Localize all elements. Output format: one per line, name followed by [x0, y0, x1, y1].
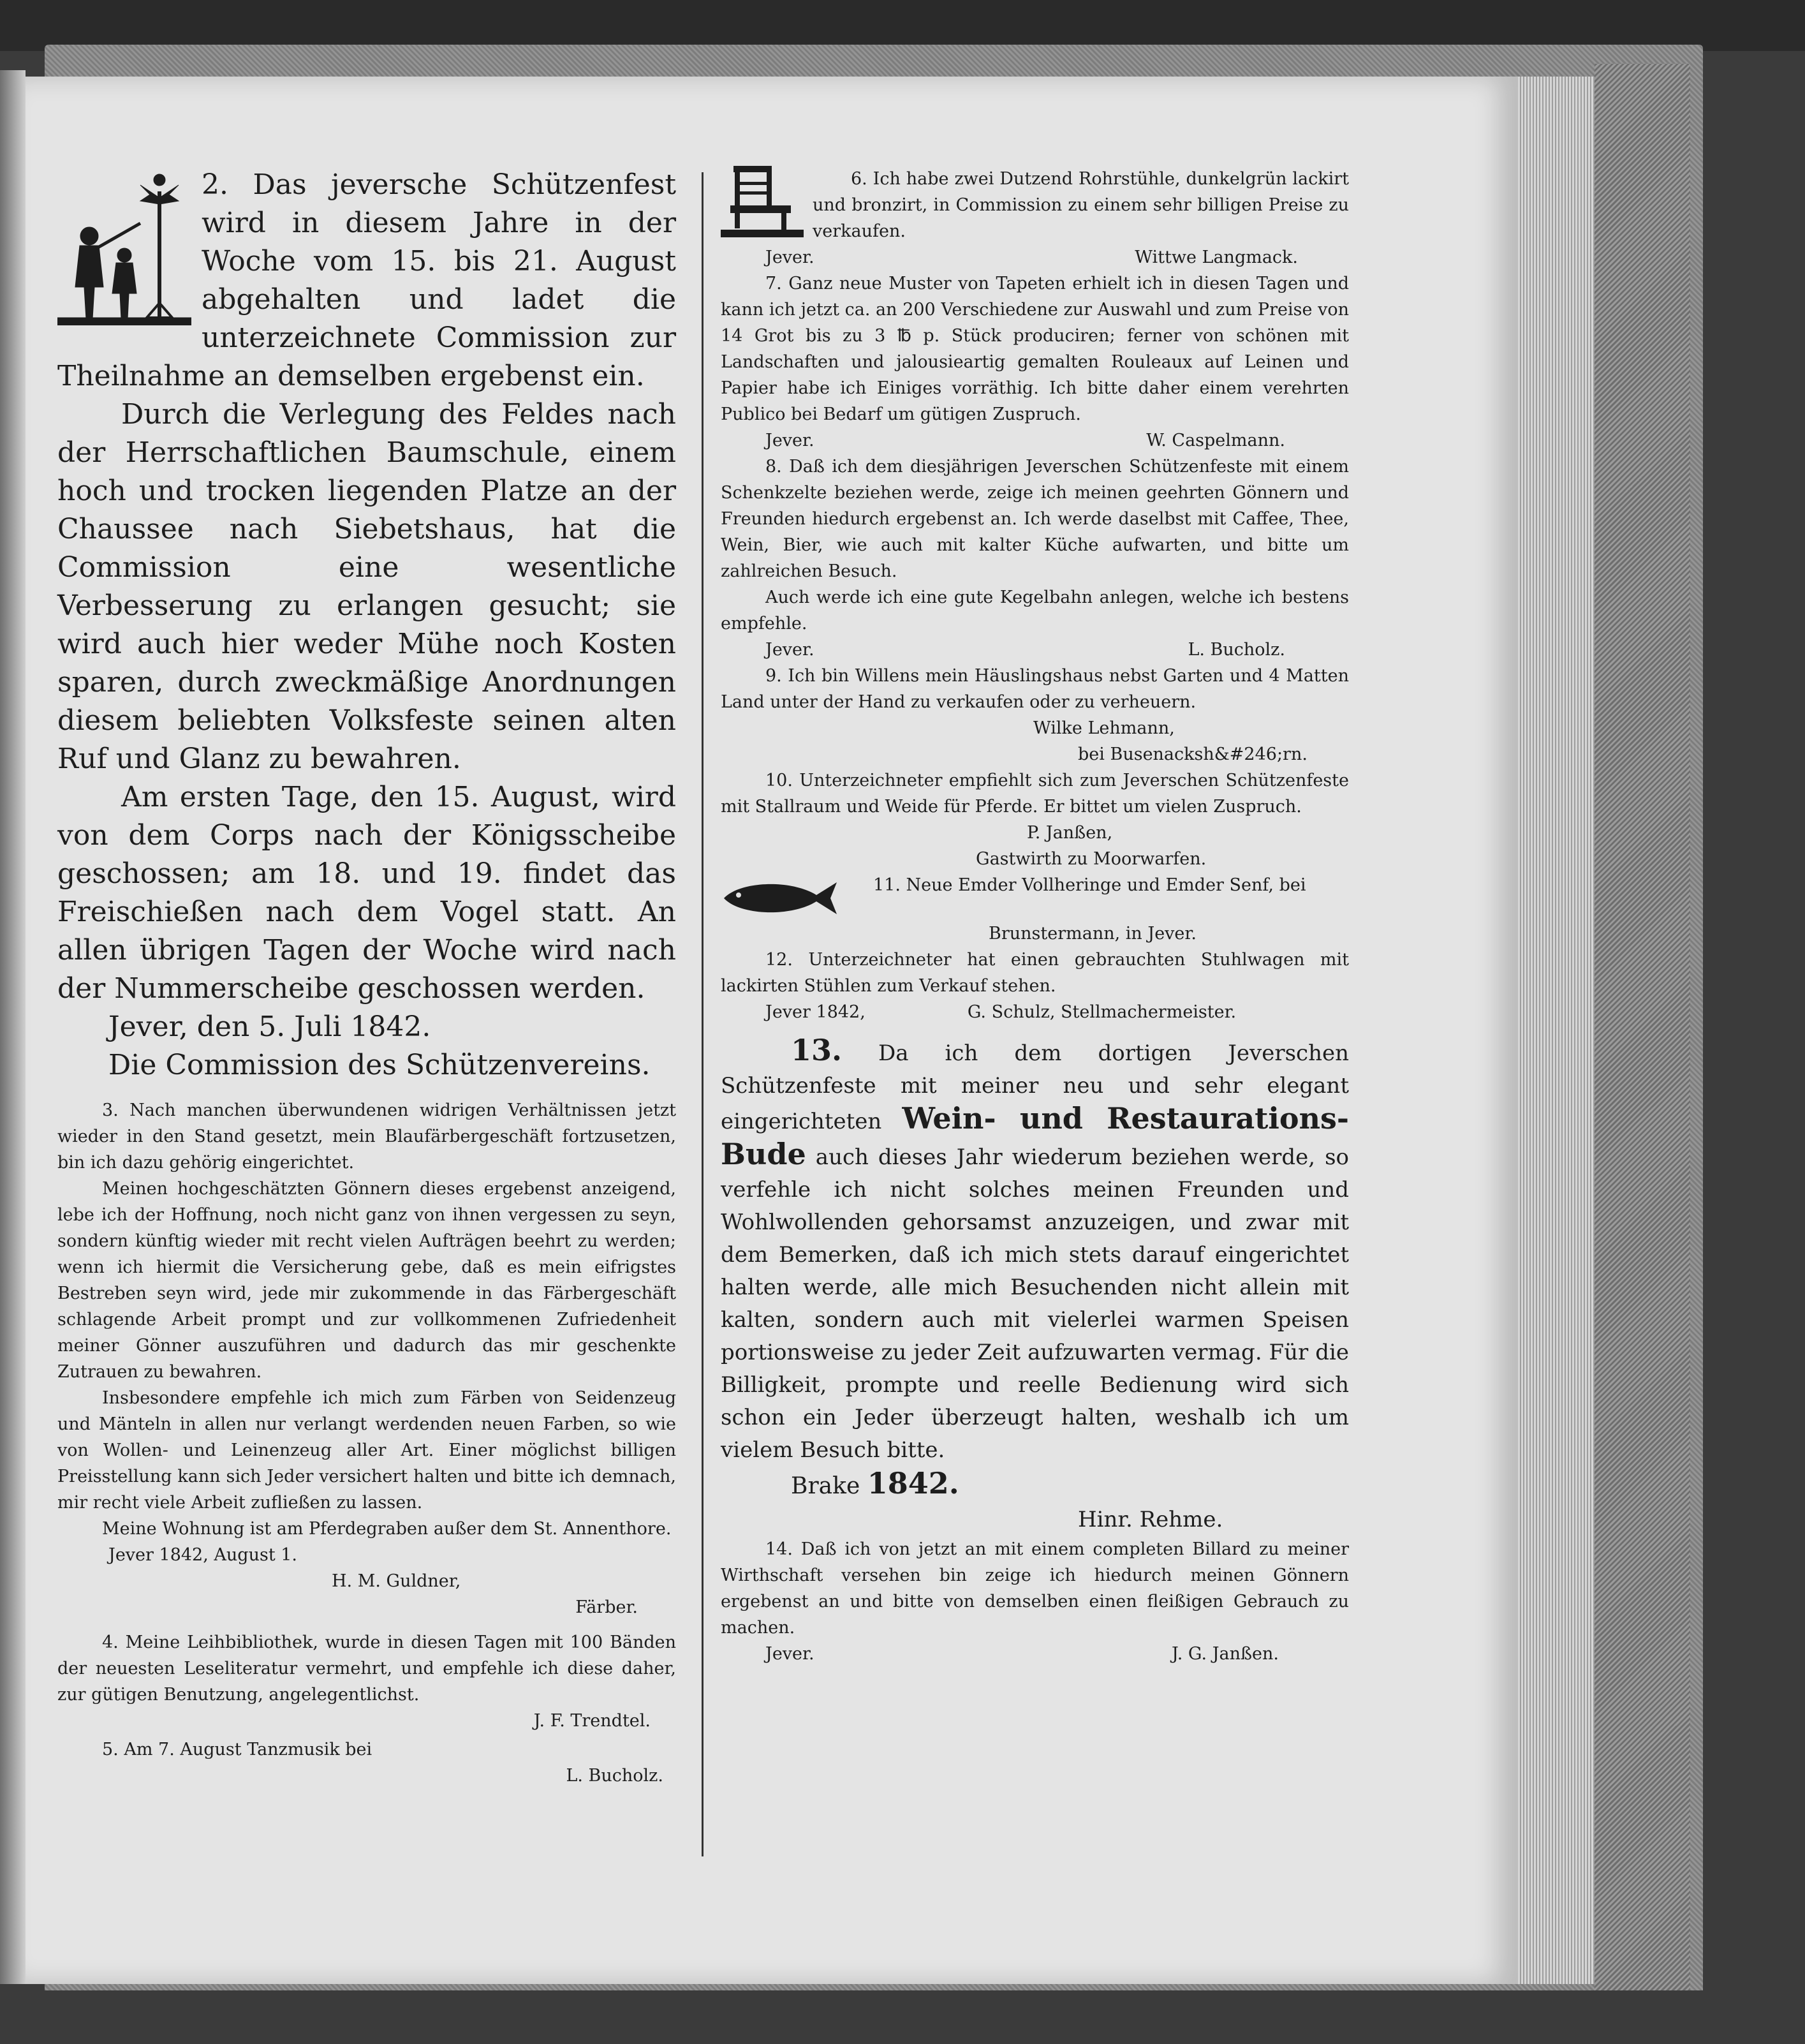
- notice-13-place-row: [721, 1467, 1349, 1503]
- notice-5: [57, 1737, 676, 1789]
- notice-2-p3: Am ersten Tage, den 15. August, wird von dem Corps nach der Königsscheibe geschossen; am 18. und 19. findet das Freischießen nach dem Vogel statt. An allen übrigen Tagen der Woche wird nach der Nummerscheibe geschossen werden.: [57, 781, 676, 1005]
- notice-12: [721, 947, 1349, 1025]
- notice-3-name: H. M. Guldner,: [332, 1571, 461, 1591]
- notice-3-p2: Meinen hochgeschätzten Gönnern dieses ergebenst anzeigend, lebe ich der Hoffnung, noch nicht ganz von ihnen vergessen zu seyn, sondern künftig wieder mit recht vielen Aufträgen beehrt zu werden; wenn ich hiermit die Versicherung gebe, daß es mein eifrigstes Bestreben seyn wird, jede mir zukommende in das Färbergeschäft schlagende Arbeit prompt und zur vollkommenen Zufriedenheit meiner Gönner auszuführen und dadurch das mir geschenkte Zutrauen zu bewahren.: [57, 1179, 676, 1382]
- notice-7-text: 7. Ganz neue Muster von Tapeten erhielt ich in diesen Tagen und kann ich jetzt ca. an 200 Verschiedene zur Auswahl und zum Preise von 14 Grot bis zu 3 ℔ p. Stück produciren; ferner von schönen mit Landschaften und jalousieartig gemalten Rouleaux auf Leinen und Papier habe ich Einiges vorräthig. Ich bitte daher einem verehrten Publico bei Bedarf um gütigen Zuspruch.: [721, 274, 1349, 424]
- left-column: [57, 166, 676, 1789]
- notice-7-signature-row: [721, 427, 1349, 454]
- notice-5-text: 5. Am 7. August Tanzmusik bei: [102, 1740, 372, 1759]
- notice-3-p1: 3. Nach manchen überwundenen widrigen Verhältnissen jetzt wieder in den Stand gesetzt, mein Blaufärbergeschäft fortzusetzen, bin ich dazu gehörig eingerichtet.: [57, 1100, 676, 1173]
- notice-14-place: Jever.: [765, 1644, 814, 1664]
- notice-10-loc: Gastwirth zu Moorwarfen.: [976, 849, 1207, 869]
- notice-13-name: Hinr. Rehme.: [1078, 1507, 1223, 1532]
- notice-4: [57, 1629, 676, 1734]
- notice-13-bold-title: Wein- und Restaurations-Bude: [721, 1101, 1349, 1171]
- chair-woodcut-icon: [721, 166, 804, 239]
- notice-4-name: J. F. Trendtel.: [533, 1711, 651, 1731]
- page-block-edges: [1518, 77, 1595, 1984]
- marksmen-woodcut-icon: [57, 166, 191, 325]
- left-page-edge: [0, 70, 26, 1984]
- notice-10-name: P. Janßen,: [1027, 823, 1113, 843]
- notice-13-text-b: auch dieses Jahr wiederum beziehen werde, so verfehle ich nicht solches meinen Freunden und Wohlwollenden gehorsamst anzuzeigen, und zwar mit dem Bemerken, daß ich mich stets darauf eingerichtet halten werde, alle mich Besuchenden nicht allein mit kalten, sondern auch mit vielerlei warmen Speisen portionsweise zu jeder Zeit aufzuwarten vermag. Für die Billigkeit, prompte und reelle Bedienung wird sich schon ein Jeder überzeugt halten, weshalb ich um vielem Besuch bitte.: [721, 1144, 1350, 1463]
- notice-12-date: Jever 1842,: [765, 1002, 866, 1022]
- notice-2: [57, 166, 676, 1085]
- notice-9-text: 9. Ich bin Willens mein Häuslingshaus nebst Garten und 4 Matten Land unter der Hand zu verkaufen oder zu verheuern.: [721, 666, 1349, 712]
- notice-2-p2: Durch die Verlegung des Feldes nach der Herrschaftlichen Baumschule, einem hoch und trocken liegenden Platze an der Chaussee nach Siebetshaus, hat die Commission eine wesentliche Verbesserung zu erlangen gesucht; sie wird auch hier weder Mühe noch Kosten sparen, durch zweckmäßige Anordnungen diesem beliebten Volksfeste seinen alten Ruf und Glanz zu bewahren.: [57, 398, 676, 775]
- notice-12-name: G. Schulz, Stellmachermeister.: [967, 1002, 1237, 1022]
- notice-7: [721, 270, 1349, 454]
- notice-11-name: Brunstermann, in Jever.: [989, 924, 1197, 944]
- notice-3-date: Jever 1842, August 1.: [108, 1545, 298, 1565]
- cover-right-edge: [1595, 64, 1690, 1990]
- notice-9-name: Wilke Lehmann,: [1033, 718, 1175, 738]
- notice-2-text: 2. Das jeversche Schützenfest wird in diesem Jahre in der Woche vom 15. bis 21. August abgehalten und ladet die unterzeichnete Commission zur Theilnahme an demselben ergebenst ein.: [57, 168, 676, 392]
- notice-5-name: L. Bucholz.: [566, 1766, 663, 1786]
- notice-3-p3: Insbesondere empfehle ich mich zum Färben von Seidenzeug und Mänteln in allen nur verlangt werdenden neuen Farben, so wie von Wollen- und Leinenzeug aller Art. Einer möglichst billigen Preisstellung kann sich Jeder versichert halten und bitte ich demnach, mir recht viele Arbeit zufließen zu lassen.: [57, 1388, 676, 1513]
- notice-8-p2: Auch werde ich eine gute Kegelbahn anlegen, welche ich bestens empfehle.: [721, 588, 1349, 633]
- notice-12-signature-row: [721, 999, 1349, 1025]
- notice-2-signature: Die Commission des Schützenvereins.: [108, 1049, 651, 1081]
- notice-6-place: Jever.: [765, 248, 814, 267]
- notice-14-signature-row: [721, 1641, 1349, 1667]
- fish-woodcut-icon: [721, 876, 839, 921]
- notice-14-name: J. G. Janßen.: [1172, 1644, 1279, 1664]
- notice-3-p4: Meine Wohnung ist am Pferdegraben außer dem St. Annenthore.: [102, 1519, 672, 1539]
- notice-13-place: Brake: [791, 1473, 860, 1499]
- notice-10-text: 10. Unterzeichneter empfiehlt sich zum Jeverschen Schützenfeste mit Stallraum und Weide für Pferde. Er bittet um vielen Zuspruch.: [721, 771, 1349, 817]
- notice-6: [721, 166, 1349, 270]
- notice-2-date: Jever, den 5. Juli 1842.: [108, 1011, 431, 1043]
- notice-13-body: [721, 1034, 1349, 1467]
- notice-7-name: W. Caspelmann.: [1146, 431, 1285, 450]
- notice-6-name: Wittwe Langmack.: [1135, 248, 1298, 267]
- notice-14: [721, 1536, 1349, 1667]
- notice-13-year: 1842.: [867, 1466, 959, 1500]
- notice-11: [721, 872, 1349, 947]
- notice-12-text: 12. Unterzeichneter hat einen gebrauchten Stuhlwagen mit lackirten Stühlen zum Verkauf stehen.: [721, 950, 1349, 996]
- notice-14-text: 14. Daß ich von jetzt an mit einem completen Billard zu meiner Wirthschaft versehen bin zeige ich hiedurch meinen Gönnern ergebenst an und bitte von demselben einen fleißigen Gebrauch zu machen.: [721, 1539, 1349, 1638]
- notice-8-signature-row: [721, 637, 1349, 663]
- notice-11-text: 11. Neue Emder Vollheringe und Emder Senf, bei: [873, 875, 1306, 895]
- notice-9: [721, 663, 1349, 767]
- background-top: [0, 0, 1805, 51]
- notice-13-text-a: Da ich dem dortigen Jeverschen Schützenfeste mit meiner neu und sehr elegant eingerichteten: [721, 1041, 1350, 1134]
- notice-8: [721, 454, 1349, 663]
- column-divider: [702, 172, 704, 1856]
- background-bottom: [0, 1990, 1805, 2044]
- notice-6-text: 6. Ich habe zwei Dutzend Rohrstühle, dunkelgrün lackirt und bronzirt, in Commission zu einem sehr billigen Preise zu verkaufen.: [813, 169, 1349, 241]
- notice-4-text: 4. Meine Leihbibliothek, wurde in diesen Tagen mit 100 Bänden der neuesten Leseliteratur vermehrt, und empfehle ich diese daher, zur gütigen Benutzung, angelegentlichst.: [57, 1633, 676, 1705]
- notice-3: [57, 1097, 676, 1620]
- notice-13: [721, 1034, 1349, 1536]
- notice-10: [721, 767, 1349, 872]
- notice-8-name: L. Bucholz.: [1188, 640, 1285, 660]
- notice-7-place: Jever.: [765, 431, 814, 450]
- notice-3-role: Färber.: [575, 1597, 638, 1617]
- notice-8-text: 8. Daß ich dem diesjährigen Jeverschen Schützenfeste mit einem Schenkzelte beziehen werde, zeige ich meinen geehrten Gönnern und Freunden hiedurch ergebenst an. Ich werde daselbst mit Caffee, Thee, Wein, Bier, wie auch mit kalter Küche aufwarten, und bitte um zahlreichen Besuch.: [721, 457, 1349, 581]
- notice-6-signature-row: [721, 244, 1349, 270]
- notice-8-place: Jever.: [765, 640, 814, 660]
- notice-13-number: 13.: [791, 1033, 843, 1067]
- notice-9-loc: bei Busenacksh&#246;rn.: [1078, 744, 1308, 764]
- right-column: [721, 166, 1349, 1667]
